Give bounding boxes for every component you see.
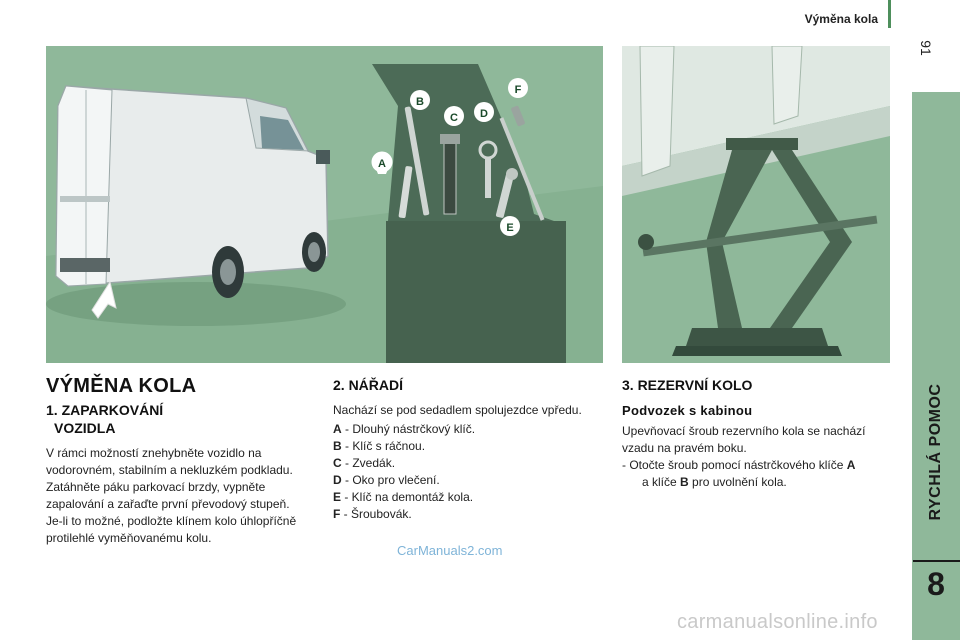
tool-item-d: D - Oko pro vlečení. — [333, 473, 440, 487]
marker-B — [410, 90, 430, 110]
chapter-title: RYCHLÁ POMOC — [927, 383, 944, 521]
column-tools — [333, 372, 608, 523]
svg-text:F: F — [514, 84, 522, 96]
svg-text:B: B — [416, 96, 424, 108]
svg-text:A: A — [378, 158, 386, 170]
section-title-tools: 2. NÁŘADÍ — [333, 377, 404, 393]
header-accent-bar — [888, 0, 891, 28]
section-title-parking — [46, 401, 316, 437]
watermark-carmanualsonline: carmanualsonline.info — [677, 611, 878, 633]
parking-paragraph-3: Je-li to možné, podložte klínem kolo úhlopříčně protilehlé vyměňovanému kolu. — [46, 514, 297, 545]
section-title-parking-line2: VOZIDLA — [54, 420, 116, 436]
section-title-parking-line1: 1. ZAPARKOVÁNÍ — [46, 402, 164, 418]
tool-item-a: A - Dlouhý nástrčkový klíč. — [333, 422, 476, 436]
van-and-tools-illustration — [46, 46, 603, 363]
running-header: Výměna kola — [804, 12, 878, 26]
marker-F — [508, 78, 528, 98]
svg-text:D: D — [480, 108, 488, 120]
spare-wheel-paragraph: Upevňovací šroub rezervního kola se nachází vzadu na pravém boku. — [622, 424, 866, 455]
chapter-divider — [913, 560, 960, 562]
subtitle-chassis-cab: Podvozek s kabinou — [622, 403, 753, 418]
watermark-carmanuals2: CarManuals2.com — [397, 543, 503, 558]
tool-item-c: C - Zvedák. — [333, 456, 396, 470]
chapter-sidebar — [912, 92, 960, 640]
spare-wheel-jack-illustration — [622, 46, 890, 363]
main-title: VÝMĚNA KOLA — [46, 375, 197, 397]
parking-paragraph-1: V rámci možností znehybněte vozidlo na vodorovném, stabilním a nekluzkém podkladu. — [46, 446, 293, 477]
jack-svg — [622, 46, 890, 363]
svg-text:C: C — [450, 112, 458, 124]
chapter-number: 8 — [927, 566, 945, 602]
parking-paragraph-2: Zatáhněte páku parkovací brzdy, vypněte zapalování a zařaďte první převodový stupeň. — [46, 480, 290, 511]
column-parking — [46, 372, 316, 547]
marker-E — [500, 216, 520, 236]
section-title-spare-wheel: 3. REZERVNÍ KOLO — [622, 377, 753, 393]
page-number: 91 — [917, 40, 934, 56]
tool-item-e: E - Klíč na demontáž kola. — [333, 490, 474, 504]
column-spare-wheel — [622, 372, 897, 491]
marker-C — [444, 106, 464, 126]
tools-intro: Nachází se pod sedadlem spolujezdce vpředu. — [333, 403, 582, 417]
svg-text:E: E — [506, 222, 514, 234]
spare-wheel-step: - Otočte šroub pomocí nástrčkového klíče A a klíče B pro uvolnění kola. — [622, 458, 856, 489]
van-tools-svg — [46, 46, 603, 363]
marker-D — [474, 102, 494, 122]
tool-item-f: F - Šroubovák. — [333, 507, 412, 521]
tool-item-b: B - Klíč s ráčnou. — [333, 439, 426, 453]
